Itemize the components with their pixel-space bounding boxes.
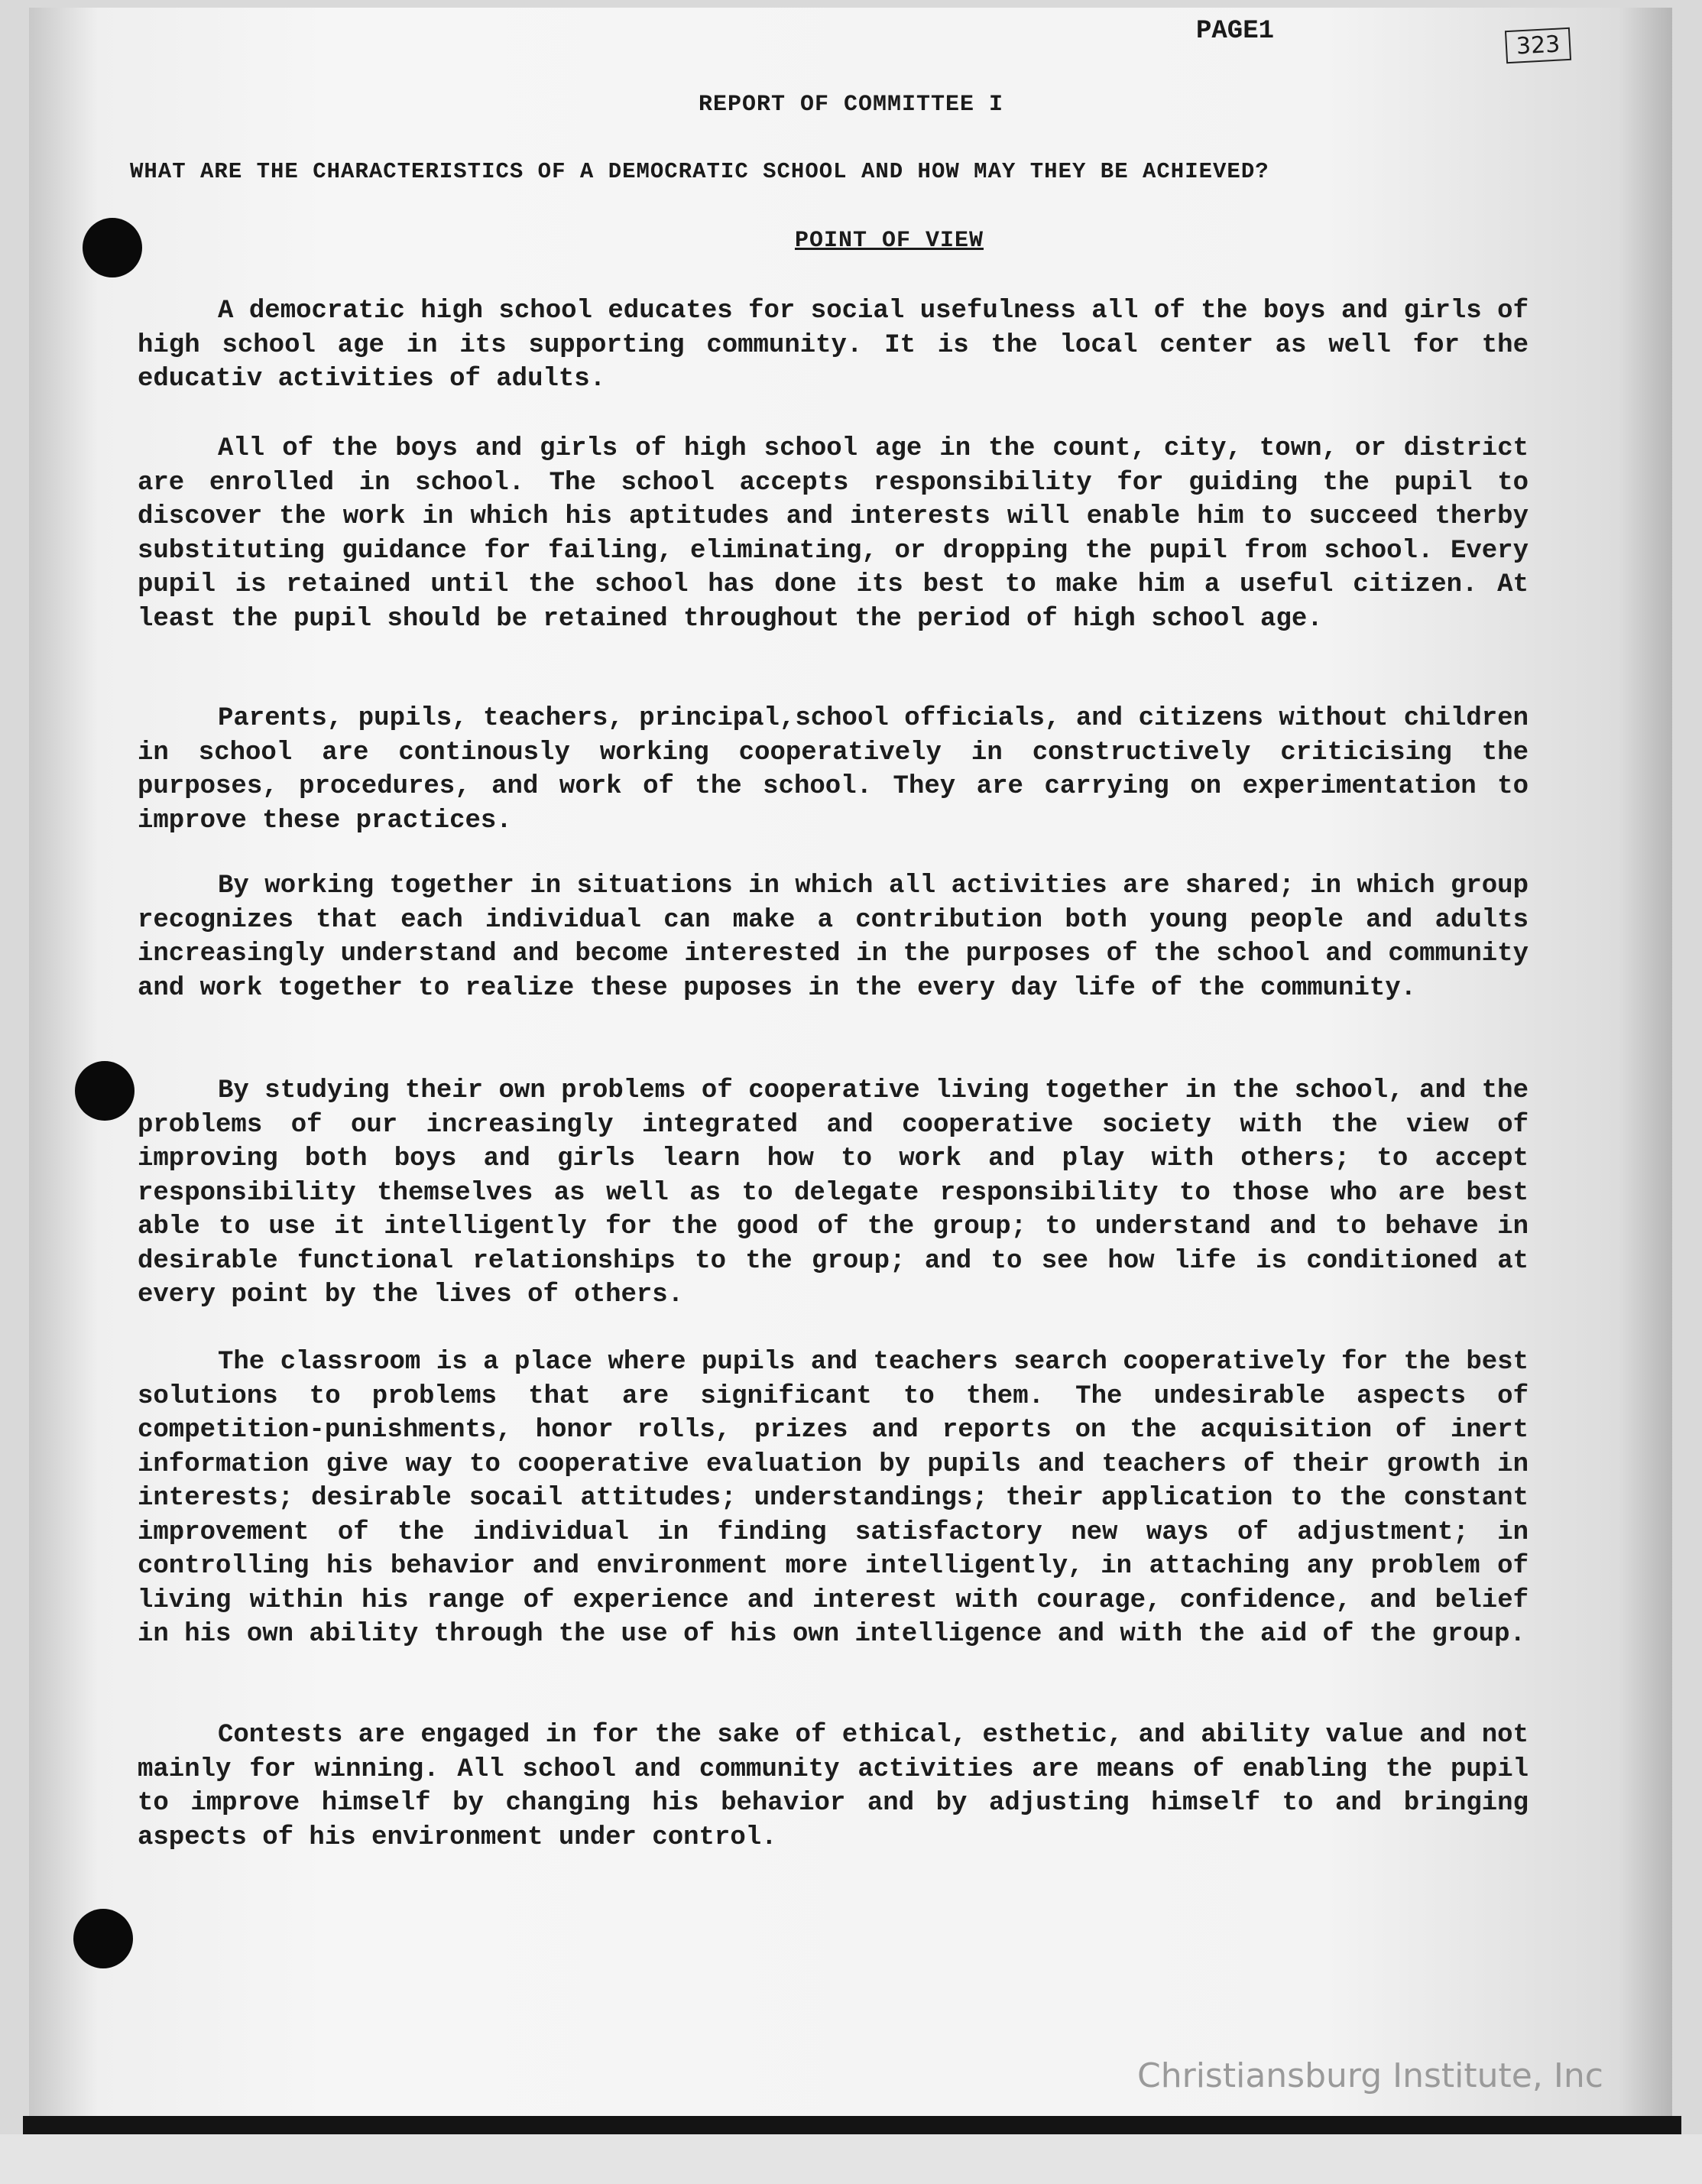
report-question: WHAT ARE THE CHARACTERISTICS OF A DEMOCRATIC SCHOOL AND HOW MAY THEY BE ACHIEVED? bbox=[130, 159, 1269, 184]
watermark: Christiansburg Institute, Inc bbox=[1137, 2056, 1603, 2095]
paragraph-4: By working together in situations in which all activities are shared; in which group recognizes that each individual can make a contribution both young people and adults increasingly understand and become interested in the purposes of the school and community and work together to realize these puposes in the every day life of the community. bbox=[138, 871, 1529, 1003]
scan-edge-bar bbox=[23, 2116, 1681, 2134]
paragraph-3: Parents, pupils, teachers, principal,school officials, and citizens without children in school are continously working cooperatively in constructively criticising the purposes, procedures, and work of the school. They are carrying on experimentation to improve these practices. bbox=[138, 704, 1529, 836]
document-number: 323 bbox=[1505, 28, 1571, 63]
paragraph-5: By studying their own problems of cooperative living together in the school, and the problems of our increasingly integrated and cooperative society with the view of improving both boys and girls learn how to work and play with others; to accept responsibility themselves as well as to delegate responsibility to those who are best able to use it intelligently for the good of the group; to understand and to behave in desirable functional relationships to the group; and to see how life is conditioned at every point by the lives of others. bbox=[138, 1076, 1529, 1309]
page-label: PAGE1 bbox=[1196, 17, 1275, 46]
punch-hole bbox=[73, 1909, 133, 1968]
punch-hole bbox=[75, 1061, 135, 1121]
section-heading: POINT OF VIEW bbox=[794, 228, 984, 254]
report-title: REPORT OF COMMITTEE I bbox=[698, 92, 1004, 118]
paragraph-6: The classroom is a place where pupils and teachers search cooperatively for the best solutions to problems that are significant to them. The undesirable aspects of competition-punishments, honor rolls, prizes and reports on the acquisition of inert information give way to cooperative evaluation by pupils and teachers of their growth in interests; desirable socail attitudes; understandings; their application to the constant improvement of the individual in finding satisfactory new ways of adjustment; in controlling his behavior and environment more intelligently, in attaching any problem of living within his range of experience and interest with courage, confidence, and belief in his own ability through the use of his own intelligence and with the aid of the group. bbox=[138, 1348, 1529, 1649]
paragraph-7: Contests are engaged in for the sake of ethical, esthetic, and ability value and not mainly for winning. All school and community activities are means of enabling the pupil to improve himself by changing his behavior and by adjusting himself to and bringing aspects of his environment under control. bbox=[138, 1721, 1529, 1852]
paragraph-1: A democratic high school educates for social usefulness all of the boys and girls of high school age in its supporting community. It is the local center as well for the educativ activities of adults. bbox=[138, 297, 1529, 394]
paragraph-2: All of the boys and girls of high school age in the count, city, town, or district are enrolled in school. The school accepts responsibility for guiding the pupil to discover the work in which his aptitudes and interests will enable him to succeed therby substituting guidance for failing, eliminating, or dropping the pupil from school. Every pupil is retained until the school has done its best to make him a useful citizen. At least the pupil should be retained throughout the period of high school age. bbox=[138, 434, 1529, 634]
scan-background bbox=[0, 2134, 1702, 2184]
